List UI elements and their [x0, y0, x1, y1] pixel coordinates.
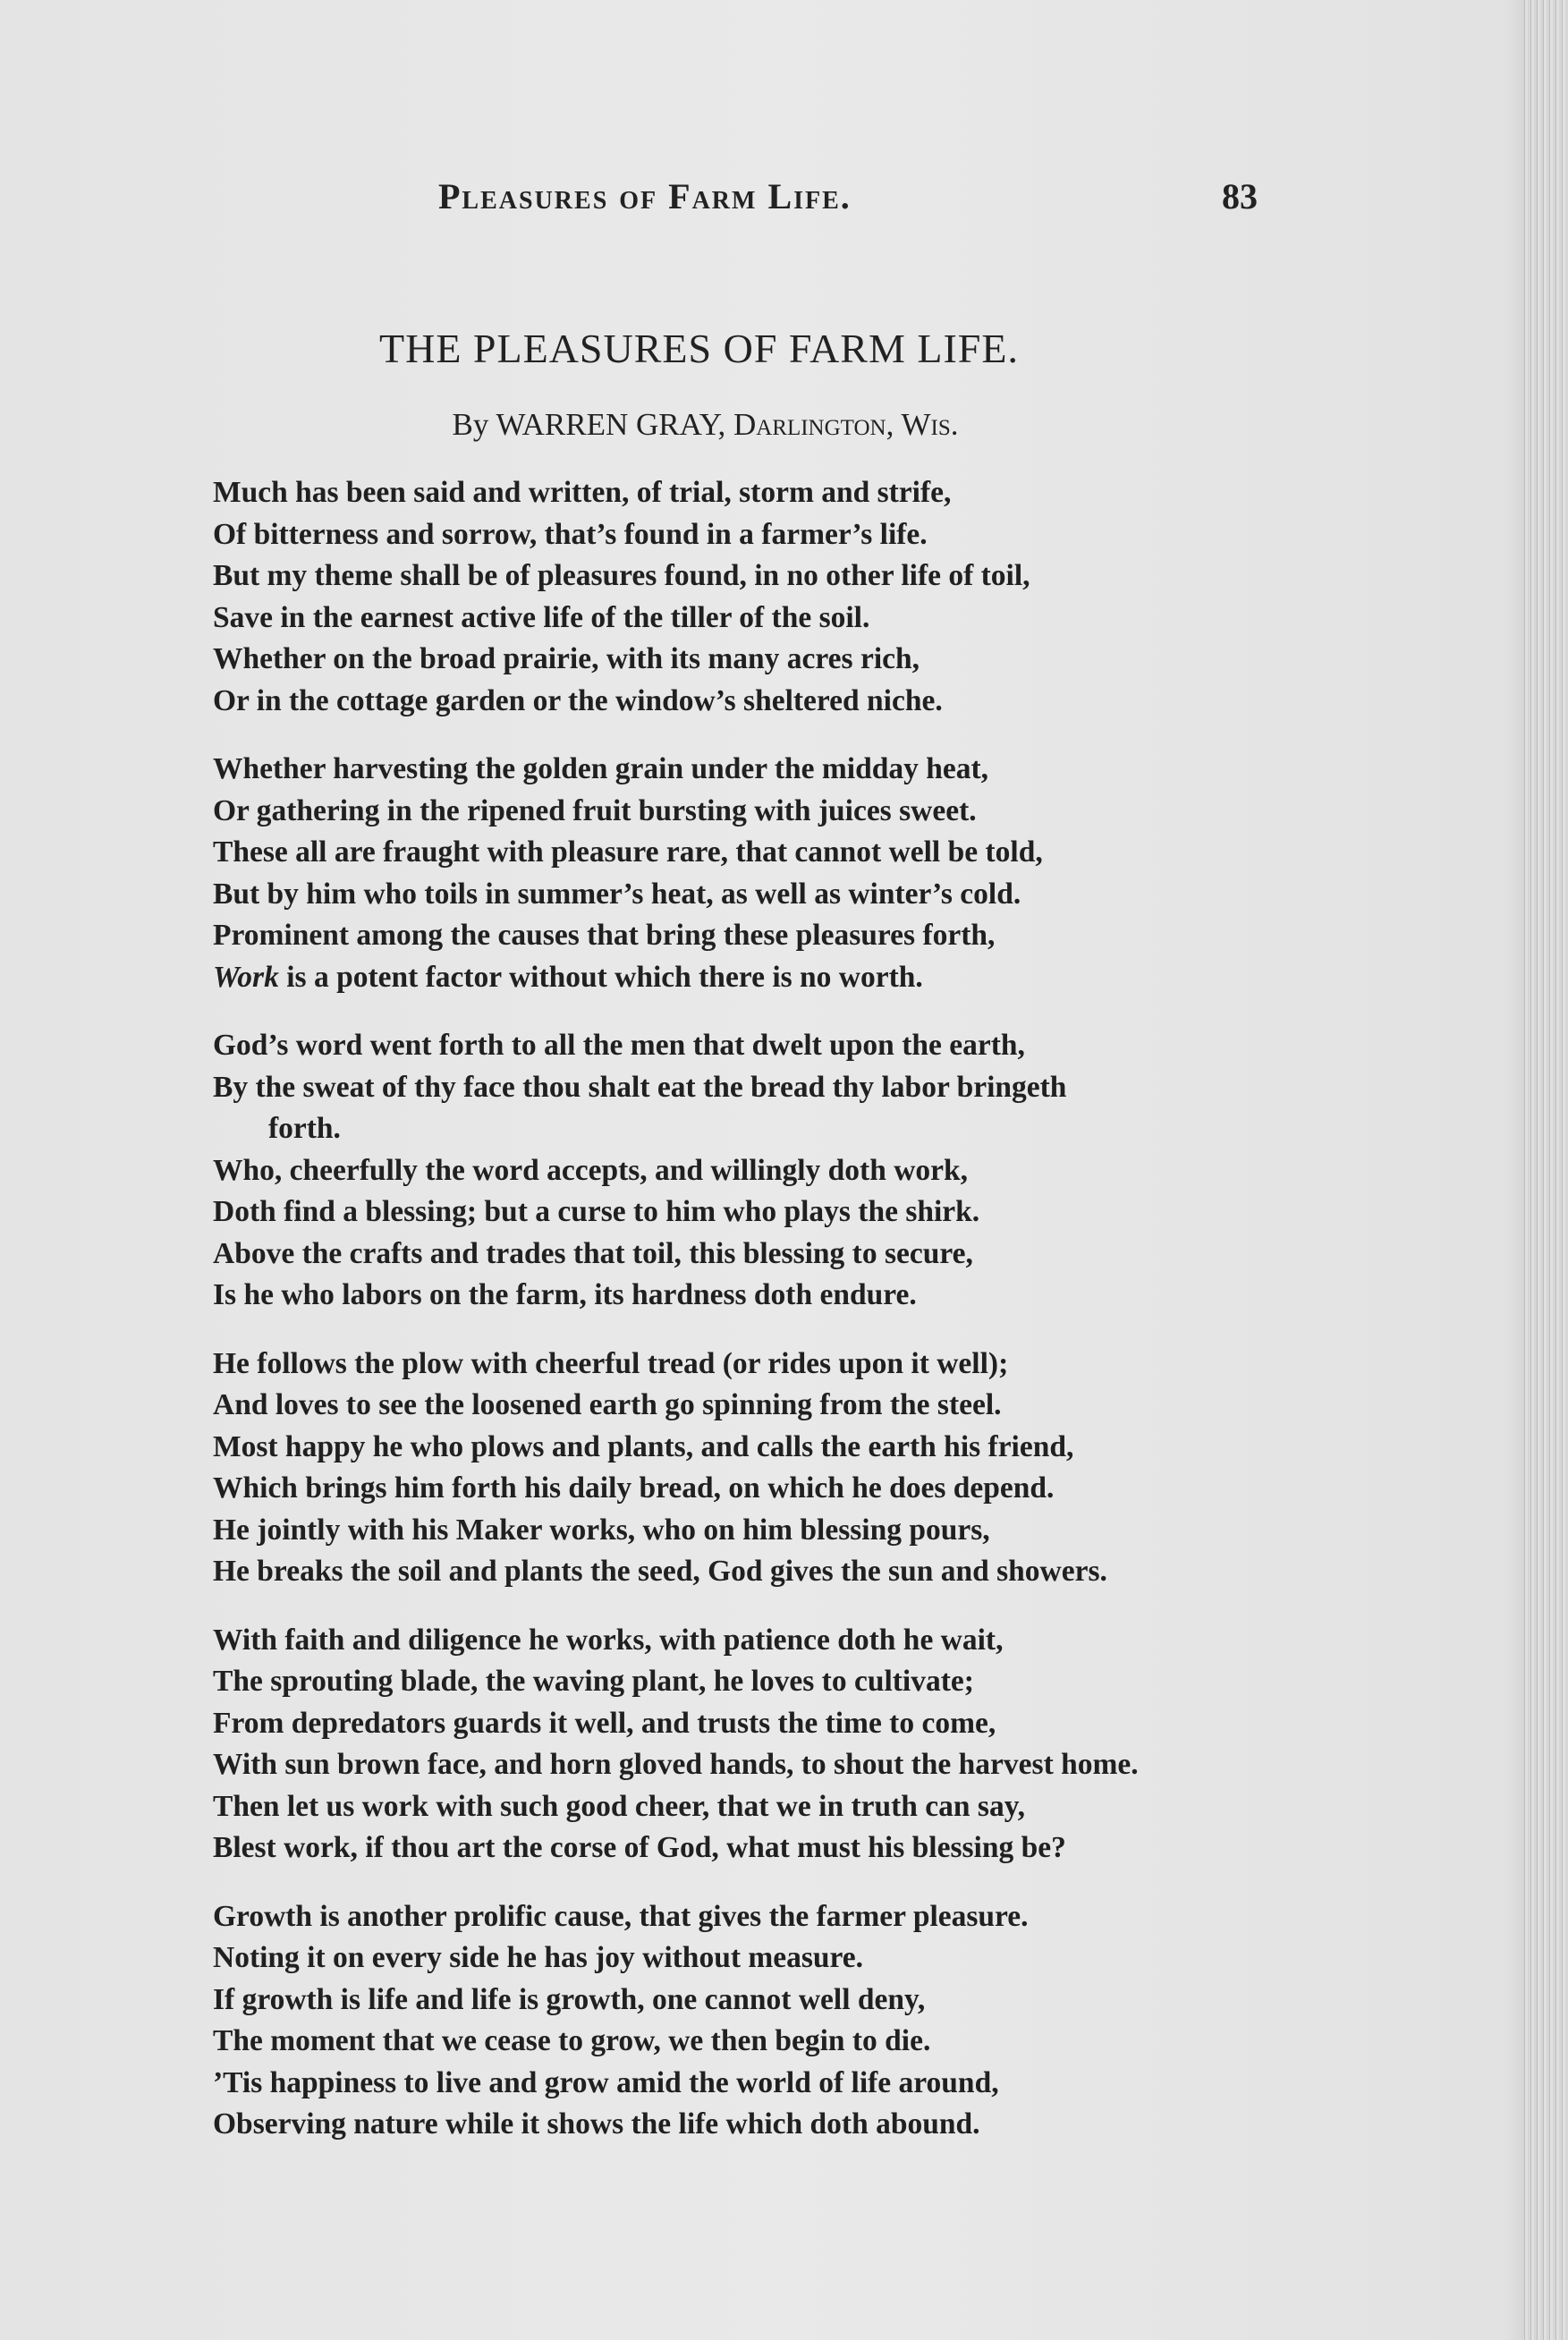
poem-body	[213, 472, 1313, 2173]
stanza	[213, 472, 1313, 722]
page-edge	[1521, 0, 1568, 2340]
poem-line: These all are fraught with pleasure rare, that cannot well be told,	[213, 835, 1043, 869]
poem-line: Or in the cottage garden or the window’s sheltered niche.	[213, 683, 943, 717]
running-title: Pleasures of Farm Life.	[438, 176, 852, 216]
poem-line: But my theme shall be of pleasures found, in no other life of toil,	[213, 559, 1030, 592]
stanza	[213, 1025, 1313, 1317]
poem-line: From depredators guards it well, and trusts the time to come,	[213, 1706, 996, 1740]
poem-line: With sun brown face, and horn gloved hands, to shout the harvest home.	[213, 1748, 1139, 1781]
poem-line: If growth is life and life is growth, one cannot well deny,	[213, 1982, 926, 2016]
poem-line: With faith and diligence he works, with patience doth he wait,	[213, 1623, 1004, 1657]
poem-line: He breaks the soil and plants the seed, God gives the sun and showers.	[213, 1555, 1107, 1588]
poem-line: Doth find a blessing; but a curse to him who plays the shirk.	[213, 1195, 980, 1228]
stanza	[213, 749, 1313, 998]
poem-line: Prominent among the causes that bring these pleasures forth,	[213, 919, 996, 952]
poem-line: Most happy he who plows and plants, and calls the earth his friend,	[213, 1429, 1074, 1463]
poem-line: Much has been said and written, of trial, storm and strife,	[213, 476, 952, 509]
poem-line: Or gathering in the ripened fruit bursting with juices sweet.	[213, 793, 977, 827]
poem-line: Save in the earnest active life of the tiller of the soil.	[213, 600, 870, 634]
poem-title: THE PLEASURES OF FARM LIFE.	[379, 326, 1019, 371]
poem-line: Of bitterness and sorrow, that’s found in a farmer’s life.	[213, 517, 928, 551]
poem-line: And loves to see the loosened earth go spinning from the steel.	[213, 1388, 1002, 1421]
poem-line: He follows the plow with cheerful tread (or rides upon it well);	[213, 1346, 1009, 1380]
poem-line: By the sweat of thy face thou shalt eat the bread thy labor bringeth	[213, 1070, 1067, 1104]
page-number: 83	[1222, 176, 1258, 216]
poem-line: Noting it on every side he has joy without measure.	[213, 1941, 864, 1974]
poem-line: He jointly with his Maker works, who on him blessing pours,	[213, 1513, 990, 1547]
poem-line: Is he who labors on the farm, its hardness doth endure.	[213, 1278, 917, 1311]
poem-line: Which brings him forth his daily bread, on which he does depend.	[213, 1471, 1055, 1505]
poem-line: God’s word went forth to all the men that dwelt upon the earth,	[213, 1029, 1025, 1062]
poem-line: But by him who toils in summer’s heat, as well as winter’s cold.	[213, 877, 1021, 911]
poem-line: Whether on the broad prairie, with its many acres rich,	[213, 642, 920, 675]
byline-place: Darlington, Wis.	[733, 407, 959, 442]
poem-line-continuation: forth.	[268, 1112, 341, 1145]
poem-line: Observing nature while it shows the life which doth abound.	[213, 2107, 980, 2141]
byline	[0, 407, 1411, 443]
poem-line: Blest work, if thou art the corse of God, what must his blessing be?	[213, 1831, 1066, 1864]
poem-line: Then let us work with such good cheer, that we in truth can say,	[213, 1789, 1025, 1823]
poem-line: Growth is another prolific cause, that gives the farmer pleasure.	[213, 1899, 1029, 1933]
poem-line: The sprouting blade, the waving plant, he loves to cultivate;	[213, 1665, 974, 1698]
poem-line: Who, cheerfully the word accepts, and willingly doth work,	[213, 1153, 969, 1187]
poem-line: ’Tis happiness to live and grow amid the world of life around,	[213, 2065, 999, 2099]
stanza	[213, 1620, 1313, 1869]
stanza	[213, 1344, 1313, 1593]
byline-author: By WARREN GRAY,	[452, 407, 726, 442]
poem-line: The moment that we cease to grow, we then begin to die.	[213, 2024, 931, 2057]
running-head	[0, 175, 1568, 229]
poem-line-work: Work is a potent factor without which there is no worth.	[213, 960, 923, 994]
poem-line: Above the crafts and trades that toil, this blessing to secure,	[213, 1236, 973, 1270]
poem-line: Whether harvesting the golden grain under the midday heat,	[213, 752, 989, 785]
stanza	[213, 1896, 1313, 2146]
